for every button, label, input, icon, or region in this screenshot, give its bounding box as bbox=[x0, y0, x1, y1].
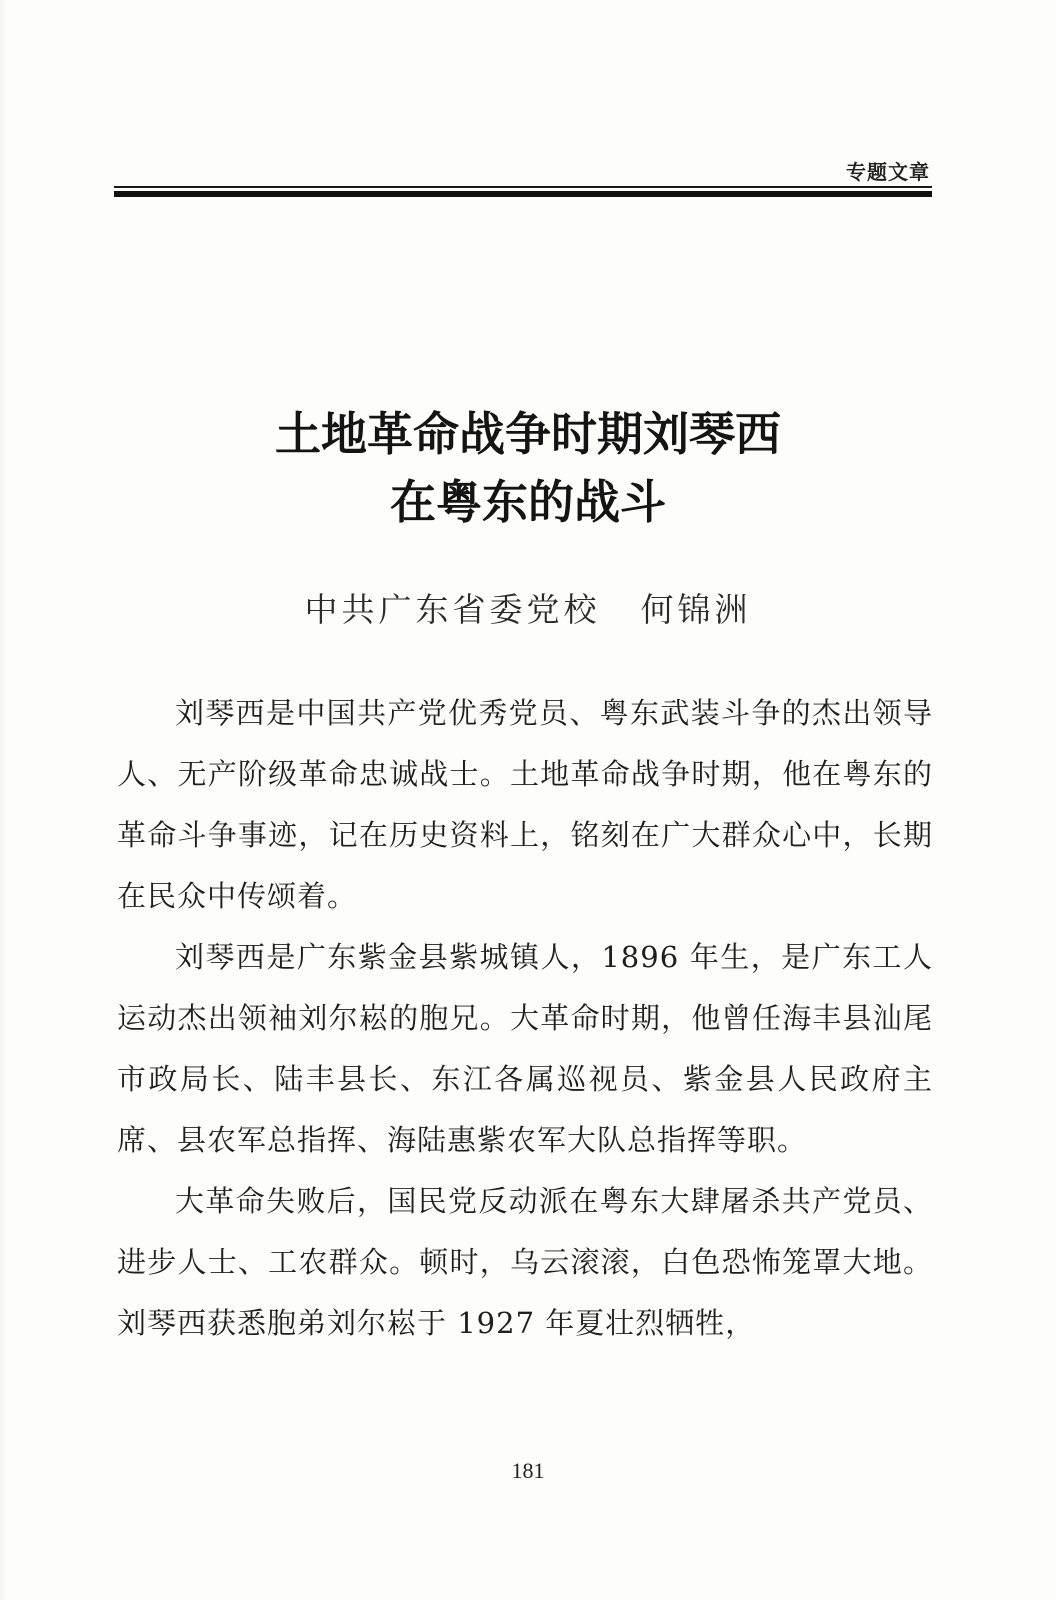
paragraph-1: 刘琴西是中国共产党优秀党员、粤东武装斗争的杰出领导人、无产阶级革命忠诚战士。土地革命战争时期，他在粤东的革命斗争事迹，记在历史资料上，铭刻在广大群众心中，长期在民众中传颂着。 bbox=[117, 696, 933, 913]
author-affiliation: 中共广东省委党校 bbox=[304, 590, 601, 629]
header-rule-thin bbox=[114, 186, 932, 188]
header-rule-thick bbox=[114, 191, 932, 197]
author-byline bbox=[0, 584, 1056, 631]
title-line-2: 在粤东的战斗 bbox=[390, 475, 666, 529]
paragraph-3: 大革命失败后，国民党反动派在粤东大肆屠杀共产党员、进步人士、工农群众。顿时，乌云滚滚，白色恐怖笼罩大地。刘琴西获悉胞弟刘尔崧于 1927 年夏壮烈牺牲， bbox=[117, 1184, 933, 1340]
paragraph-2: 刘琴西是广东紫金县紫城镇人，1896 年生，是广东工人运动杰出领袖刘尔崧的胞兄。大革命时期，他曾任海丰县汕尾市政局长、陆丰县长、东江各属巡视员、紫金县人民政府主席、县农军总指挥、海陆惠紫农军大队总指挥等职。 bbox=[117, 940, 933, 1157]
author-name: 何锦洲 bbox=[640, 590, 752, 629]
article-body bbox=[117, 683, 933, 1354]
title-line-1: 土地革命战争时期刘琴西 bbox=[275, 407, 781, 461]
article-title bbox=[0, 400, 1056, 536]
scan-edge-shadow bbox=[0, 0, 6, 1600]
page-number: 181 bbox=[511, 1458, 545, 1483]
section-label: 专题文章 bbox=[846, 160, 930, 184]
